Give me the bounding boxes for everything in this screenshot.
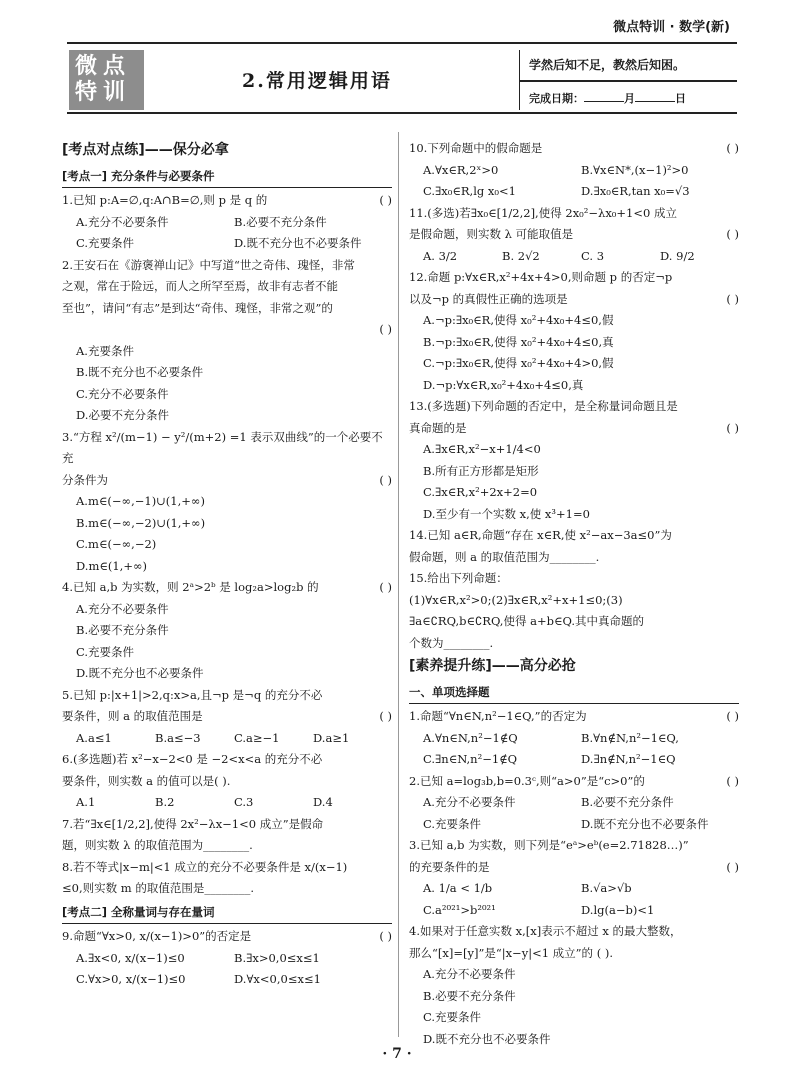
option: C.充要条件 [423, 1010, 482, 1024]
question-text: 2.王安石在《游褒禅山记》中写道“世之奇伟、瑰怪，非常 [62, 257, 355, 272]
question-text: 题，则实数 λ 的取值范围为________. [62, 838, 253, 852]
question-text: 14.已知 a∈R,命题“存在 x∈R,使 x²−ax−3a≤0”为 [409, 528, 672, 542]
answer-bracket: ( ) [726, 709, 739, 723]
option: A.∃x<0, x/(x−1)≤0 [76, 950, 185, 965]
option: D.4 [313, 795, 333, 809]
question-text: 以及¬p 的真假性正确的选项是 [409, 291, 568, 306]
options [409, 749, 739, 771]
option: C.¬p:∃x₀∈R,使得 x₀²+4x₀+4>0,假 [423, 356, 614, 370]
question-text: 至也”，请问“有志”是到达“奇伟、瑰怪，非常之观”的 [62, 300, 333, 315]
question [62, 577, 392, 599]
date-day: 日 [675, 92, 686, 105]
question-text: 要条件，则 a 的取值范围是 [62, 709, 203, 723]
question-text: 3.已知 a,b 为实数，则下列是“eᵃ>eᵇ(e=2.71828…)” [409, 838, 689, 852]
option: A. 3/2 [423, 248, 458, 263]
option: C.3 [234, 795, 254, 809]
page-title: 2.常用逻辑用语 [242, 70, 392, 92]
option: C. 3 [581, 248, 605, 263]
question-text: 的充要条件的是 [409, 859, 490, 874]
logo-line: 特训 [75, 80, 132, 105]
option: D.既不充分也不必要条件 [76, 666, 204, 680]
blank [584, 91, 624, 102]
options [62, 969, 392, 991]
question [62, 706, 392, 728]
question-text: ≤0,则实数 m 的取值范围是________. [62, 881, 254, 895]
question [409, 224, 739, 246]
question-text: 2.已知 a=log₃b,b=0.3ᶜ,则“a>0”是“c>0”的 [409, 773, 645, 788]
option: D.∀x<0,0≤x≤1 [234, 972, 321, 986]
option: A.充分不必要条件 [423, 967, 516, 981]
option: D.∃x₀∈R,tan x₀=√3 [581, 184, 690, 198]
page-number: · 7 · [382, 1046, 412, 1062]
option: A.充分不必要条件 [76, 214, 169, 229]
completion-date [529, 90, 686, 106]
option: A.∀n∈N,n²−1∉Q [423, 730, 518, 745]
option: C.充要条件 [423, 816, 482, 831]
options [62, 792, 392, 814]
option: D.必要不充分条件 [76, 408, 169, 422]
answer-bracket: ( ) [379, 929, 392, 943]
option: D.a≥1 [313, 730, 350, 745]
option: A.¬p:∃x₀∈R,使得 x₀²+4x₀+4≤0,假 [423, 313, 614, 327]
question-text: 13.(多选题)下列命题的否定中，是全称量词命题且是 [409, 399, 678, 413]
option: A.充要条件 [76, 343, 134, 358]
option: A.m∈(−∞,−1)∪(1,+∞) [76, 494, 205, 508]
question-text: 1.已知 p:A=∅,q:A∩B=∅,则 p 是 q 的 [62, 193, 268, 207]
option: B.2 [155, 795, 175, 809]
question-text: 4.已知 a,b 为实数，则 2ᵃ>2ᵇ 是 log₂a>log₂b 的 [62, 580, 319, 594]
option: C.∃n∈N,n²−1∉Q [423, 752, 518, 766]
section-heading: [素养提升练]——高分必抢 [409, 658, 576, 674]
option: C.充分不必要条件 [76, 386, 169, 401]
answer-bracket: ( ) [726, 141, 739, 155]
question [62, 190, 392, 212]
question [62, 470, 392, 492]
blank [635, 91, 675, 102]
option: D.m∈(1,+∞) [76, 558, 148, 573]
option: C.充要条件 [76, 644, 135, 659]
options [409, 728, 739, 750]
subsection-heading: [考点一] 充分条件与必要条件 [62, 166, 392, 189]
option: C.∀x>0, x/(x−1)≤0 [76, 972, 186, 986]
date-label: 完成日期： [529, 92, 584, 105]
question-text: 分条件为 [62, 472, 108, 487]
question-text: 真命题的是 [409, 420, 467, 435]
option: A.∃x∈R,x²−x+1/4<0 [423, 442, 541, 456]
option: C.∃x∈R,x²+2x+2=0 [423, 485, 538, 499]
question-text: 11.(多选)若∃x₀∈[1/2,2],使得 2x₀²−λx₀+1<0 成立 [409, 205, 677, 220]
motto: 学然后知不足，教然后知困。 [529, 58, 686, 72]
subsection-heading: 一、单项选择题 [409, 682, 739, 705]
option: A.1 [76, 795, 96, 809]
option: D.lg(a−b)<1 [581, 902, 655, 917]
answer-bracket: ( ) [726, 859, 739, 874]
header [67, 42, 737, 114]
option: B.∀n∉N,n²−1∈Q, [581, 730, 679, 745]
question-text: 那么“[x]=[y]”是“|x−y|<1 成立”的 ( ). [409, 945, 613, 960]
question-text: ∃a∈∁RQ,b∈∁RQ,使得 a+b∈Q.其中真命题的 [409, 614, 644, 628]
question [409, 138, 739, 160]
option: C.充要条件 [76, 236, 135, 250]
options [409, 900, 739, 922]
option: C.∃x₀∈R,lg x₀<1 [423, 184, 516, 198]
divider [67, 112, 737, 114]
divider [519, 50, 520, 110]
date-month: 月 [624, 92, 635, 105]
options [409, 160, 739, 182]
option: C.m∈(−∞,−2) [76, 537, 157, 551]
option: D.既不充分也不必要条件 [581, 816, 709, 831]
option: B.必要不充分条件 [76, 623, 169, 637]
option: D.∃n∉N,n²−1∈Q [581, 752, 676, 766]
option: B.m∈(−∞,−2)∪(1,+∞) [76, 515, 206, 530]
option: B.¬p:∃x₀∈R,使得 x₀²+4x₀+4≤0,真 [423, 334, 614, 349]
divider [67, 42, 737, 44]
options [62, 728, 392, 750]
question [409, 289, 739, 311]
right-column [409, 138, 739, 1050]
question-text: 4.如果对于任意实数 x,[x]表示不超过 x 的最大整数， [409, 924, 682, 938]
question-text: 15.给出下列命题： [409, 571, 508, 585]
question [409, 418, 739, 440]
option: A.∀x∈R,2ˣ>0 [423, 162, 499, 177]
question-text: (1)∀x∈R,x²>0;(2)∃x∈R,x²+x+1≤0;(3) [409, 592, 623, 607]
options [409, 181, 739, 203]
options [62, 212, 392, 234]
option: D.既不充分也不必要条件 [423, 1031, 551, 1046]
options [62, 233, 392, 255]
option: B.既不充分也不必要条件 [76, 365, 204, 379]
question-text: 12.命题 p:∀x∈R,x²+4x+4>0,则命题 p 的否定¬p [409, 270, 673, 284]
question [409, 706, 739, 728]
question-text: 个数为________. [409, 635, 494, 650]
column-divider [398, 132, 399, 1037]
answer-bracket: ( ) [379, 193, 392, 207]
option: B.必要不充分条件 [234, 214, 327, 229]
answer-bracket: ( ) [726, 773, 739, 788]
options [409, 246, 739, 268]
option: B.所有正方形都是矩形 [423, 463, 539, 478]
options [409, 814, 739, 836]
logo-line: 微点 [75, 54, 132, 79]
question-text: 6.(多选题)若 x²−x−2<0 是 −2<x<a 的充分不必 [62, 752, 323, 766]
option: C.a≥−1 [234, 730, 280, 745]
option: A.充分不必要条件 [423, 795, 516, 809]
option: C.a²⁰²¹>b²⁰²¹ [423, 902, 496, 917]
series-title: 微点特训 · 数学(新) [613, 20, 730, 35]
options [409, 792, 739, 814]
question-text: 8.若不等式|x−m|<1 成立的充分不必要条件是 x/(x−1) [62, 859, 348, 874]
question-text: 10.下列命题中的假命题是 [409, 141, 543, 155]
question [409, 771, 739, 793]
option: D.¬p:∀x∈R,x₀²+4x₀+4≤0,真 [423, 377, 584, 392]
question-text: 3.“方程 x²/(m−1) − y²/(m+2) =1 表示双曲线”的一个必要不充 [62, 429, 383, 465]
option: B.√a>√b [581, 881, 632, 895]
question [409, 857, 739, 879]
option: A.充分不必要条件 [76, 601, 169, 616]
option: B. 2√2 [502, 248, 540, 263]
options [409, 878, 739, 900]
answer-bracket: ( ) [726, 420, 739, 435]
option: D.至少有一个实数 x,使 x³+1=0 [423, 506, 590, 521]
divider [519, 80, 737, 82]
option: B.必要不充分条件 [423, 988, 516, 1003]
question-text: 9.命题“∀x>0, x/(x−1)>0”的否定是 [62, 929, 252, 943]
question-text: 7.若“∃x∈[1/2,2],使得 2x²−λx−1<0 成立”是假命 [62, 816, 324, 831]
question-text: 之观，常在于险远，而人之所罕至焉，故非有志者不能 [62, 279, 338, 293]
question-text: 假命题，则 a 的取值范围为________. [409, 549, 600, 564]
options [62, 948, 392, 970]
subsection-heading: [考点二] 全称量词与存在量词 [62, 902, 392, 925]
question-text: 要条件，则实数 a 的值可以是( ). [62, 773, 231, 788]
option: B.∀x∈N*,(x−1)²>0 [581, 162, 689, 177]
answer-bracket: ( ) [379, 580, 392, 594]
option: D. 9/2 [660, 248, 695, 263]
option: B.∃x>0,0≤x≤1 [234, 950, 320, 965]
logo [69, 50, 144, 110]
answer-bracket: ( ) [379, 322, 392, 336]
answer-bracket: ( ) [726, 227, 739, 241]
question-text: 5.已知 p:|x+1|>2,q:x>a,且¬p 是¬q 的充分不必 [62, 687, 323, 702]
option: D.既不充分也不必要条件 [234, 236, 362, 250]
option: B.a≤−3 [155, 730, 201, 745]
section-heading: [考点对点练]——保分必拿 [62, 142, 229, 158]
option: B.必要不充分条件 [581, 795, 674, 809]
question-text: 是假命题，则实数 λ 可能取值是 [409, 227, 574, 241]
question [62, 926, 392, 948]
option: A.a≤1 [76, 730, 112, 745]
answer-bracket: ( ) [726, 291, 739, 306]
answer-bracket: ( ) [379, 709, 392, 723]
option: A. 1/a < 1/b [423, 881, 493, 895]
left-column [62, 138, 392, 991]
answer-bracket: ( ) [379, 472, 392, 487]
question-text: 1.命题“∀n∈N,n²−1∈Q,”的否定为 [409, 709, 587, 723]
